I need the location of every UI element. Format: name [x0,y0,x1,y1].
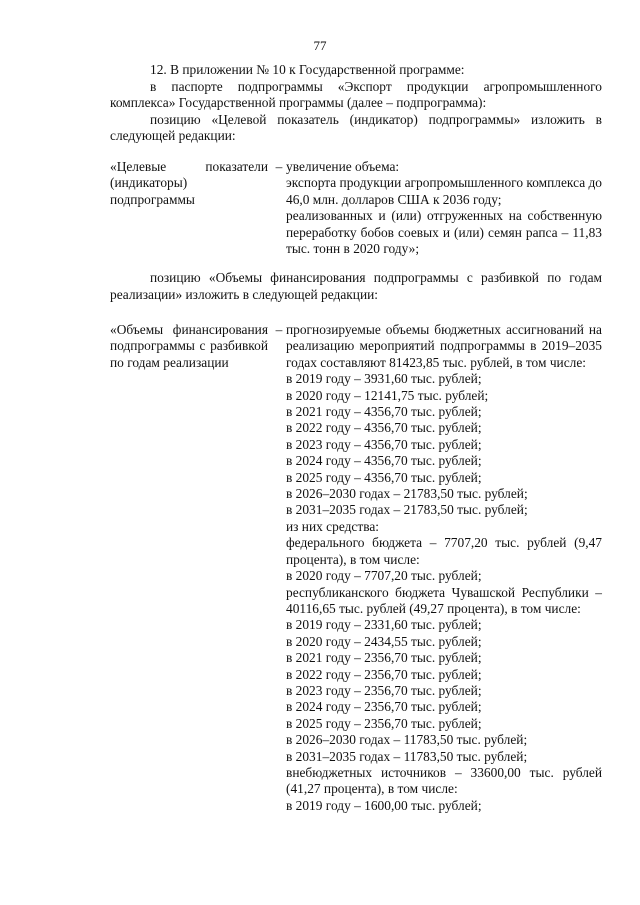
value-line: в 2022 году – 4356,70 тыс. рублей; [286,420,482,436]
row-dash: – [275,159,283,174]
value-line: внебюджетных источников – 33600,00 тыс. рублей (41,27 процента), в том числе: [286,764,602,797]
value-line: в 2025 году – 4356,70 тыс. рублей; [286,469,482,485]
value-line: в 2019 году – 3931,60 тыс. рублей; [286,371,482,387]
value-line: в 2021 году – 4356,70 тыс. рублей; [286,404,482,420]
mid-paragraph: позицию «Объемы финансирования подпрограммы с разбивкой по годам реализации» изложить в следующей редакции: [110,270,602,302]
value-line: в 2031–2035 годах – 11783,50 тыс. рублей; [286,748,528,764]
value-line: в 2024 году – 2356,70 тыс. рублей; [286,699,482,715]
value-line: в 2020 году – 12141,75 тыс. рублей; [286,387,489,403]
target-indicators-value [286,159,602,257]
value-line: в 2023 году – 2356,70 тыс. рублей; [286,682,482,698]
value-line: в 2021 году – 2356,70 тыс. рублей; [286,650,482,666]
value-line: в 2023 году – 4356,70 тыс. рублей; [286,436,482,452]
intro-paragraph-2: в паспорте подпрограммы «Экспорт продукции агропромышленного комплекса» Государственной программы (далее – подпрограмма): [110,78,602,111]
value-line: в 2026–2030 годах – 21783,50 тыс. рублей; [286,486,528,502]
value-line: федерального бюджета – 7707,20 тыс. рублей (9,47 процента), в том числе: [286,535,602,567]
value-line: в 2024 году – 4356,70 тыс. рублей; [286,453,482,469]
intro-paragraph-1: 12. В приложении № 10 к Государственной программе: [150,62,465,77]
value-line: реализованных и (или) отгруженных на собственную переработку бобов соевых и (или) семян рапса – 11,83 тыс. тонн в 2020 году»; [286,208,602,257]
value-line: увеличение объема: [286,159,400,174]
value-line: в 2020 году – 2434,55 тыс. рублей; [286,633,482,649]
value-line: в 2019 году – 2331,60 тыс. рублей; [286,617,482,633]
value-line: в 2019 году – 1600,00 тыс. рублей; [286,797,482,813]
value-line: в 2020 году – 7707,20 тыс. рублей; [286,568,482,584]
intro-paragraph-3: позицию «Целевой показатель (индикатор) подпрограммы» изложить в следующей редакции: [110,111,602,144]
page-number: 77 [313,38,327,53]
value-line: в 2026–2030 годах – 11783,50 тыс. рублей; [286,732,528,748]
intro-section [110,62,602,145]
financing-value [286,322,602,814]
value-line: в 2022 году – 2356,70 тыс. рублей; [286,666,482,682]
financing-label: «Объемы финансирования подпрограммы с разбивкой по годам реализации [110,322,268,370]
value-line: в 2025 году – 2356,70 тыс. рублей; [286,715,482,731]
target-indicators-label: «Целевые показатели (индикаторы) подпрограммы [110,159,268,207]
value-line: экспорта продукции агропромышленного комплекса до 46,0 млн. долларов США к 2036 году; [286,175,602,207]
value-line: из них средства: [286,518,380,534]
value-line: республиканского бюджета Чувашской Республики – 40116,65 тыс. рублей (49,27 процента), в том числе: [286,584,602,616]
value-line: прогнозируемые объемы бюджетных ассигнований на реализацию мероприятий подпрограммы в 2019–2035 годах составляют 81423,85 тыс. рублей, в том числе: [286,322,602,370]
row-dash: – [275,322,283,337]
value-line: в 2031–2035 годах – 21783,50 тыс. рублей; [286,502,528,518]
